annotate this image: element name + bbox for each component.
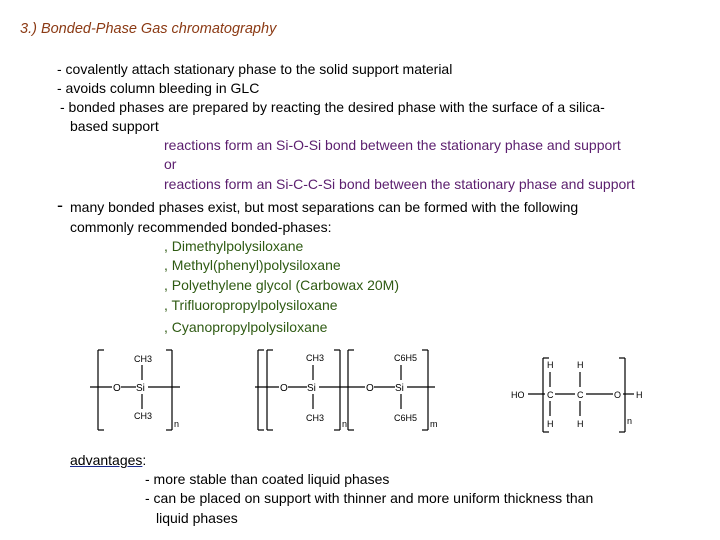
bullet-bonded-line2: based support <box>70 118 159 134</box>
carbon-atom: C <box>577 390 584 400</box>
oxygen-atom: O <box>614 390 622 400</box>
phenyl-bottom: C6H5 <box>394 413 418 423</box>
bullet-covalent: - covalently attach stationary phase to the solid support material <box>57 61 453 77</box>
carbon-atom: C <box>547 390 554 400</box>
si-atom: Si <box>136 383 145 394</box>
subscript-m: m <box>430 419 438 429</box>
advantages-label: advantages <box>70 452 143 468</box>
bullet-many-line2: commonly recommended bonded-phases: <box>70 219 332 235</box>
terminal-hydrogen: H <box>636 390 643 400</box>
o-atom: O <box>280 383 288 394</box>
advantages-heading <box>70 451 146 469</box>
methyl-top: CH3 <box>306 353 325 363</box>
phase-item: , Dimethylpolysiloxane <box>164 238 304 254</box>
subscript-n: n <box>342 419 348 429</box>
subscript-n: n <box>174 419 180 429</box>
phase-item: , Trifluoropropylpolysiloxane <box>164 297 338 313</box>
methyl-top: CH3 <box>134 354 153 364</box>
structure-methylphenylsiloxane <box>255 345 445 435</box>
bullet-bleeding: - avoids column bleeding in GLC <box>57 80 260 96</box>
bullet-many-line1: many bonded phases exist, but most separations can be formed with the following <box>70 199 579 215</box>
phenyl-top: C6H5 <box>394 353 418 363</box>
hydrogen-atom: H <box>577 419 584 429</box>
advantages-colon: : <box>142 452 147 468</box>
structure-dimethylsiloxane <box>90 345 190 435</box>
phase-item: , Polyethylene glycol (Carbowax 20M) <box>164 277 399 293</box>
methyl-bottom: CH3 <box>306 413 325 423</box>
reaction-or: or <box>164 156 177 172</box>
phase-item: , Methyl(phenyl)polysiloxane <box>164 257 341 273</box>
hydrogen-atom: H <box>547 360 554 370</box>
advantage-item: - can be placed on support with thinner and more uniform thickness than <box>145 490 594 506</box>
bullet-bonded-line1: - bonded phases are prepared by reacting the desired phase with the surface of a silica- <box>60 99 605 115</box>
phase-item: , Cyanopropylpolysiloxane <box>164 319 328 335</box>
page-title: 3.) Bonded-Phase Gas chromatography <box>20 21 277 37</box>
subscript-n: n <box>627 416 633 426</box>
hydroxyl-group: HO <box>511 390 525 400</box>
advantage-item: - more stable than coated liquid phases <box>145 471 390 487</box>
o-atom: O <box>113 383 121 394</box>
o-atom: O <box>366 383 374 394</box>
structure-polyethylene-glycol <box>508 352 658 437</box>
bullet-dash: - <box>57 195 63 215</box>
reaction-si-o-si: reactions form an Si-O-Si bond between the stationary phase and support <box>164 137 621 153</box>
methyl-bottom: CH3 <box>134 411 153 421</box>
si-atom: Si <box>307 383 316 394</box>
advantage-item-cont: liquid phases <box>156 510 238 526</box>
hydrogen-atom: H <box>577 360 584 370</box>
reaction-si-c-c-si: reactions form an Si-C-C-Si bond between the stationary phase and support <box>164 176 635 192</box>
hydrogen-atom: H <box>547 419 554 429</box>
si-atom: Si <box>395 383 404 394</box>
